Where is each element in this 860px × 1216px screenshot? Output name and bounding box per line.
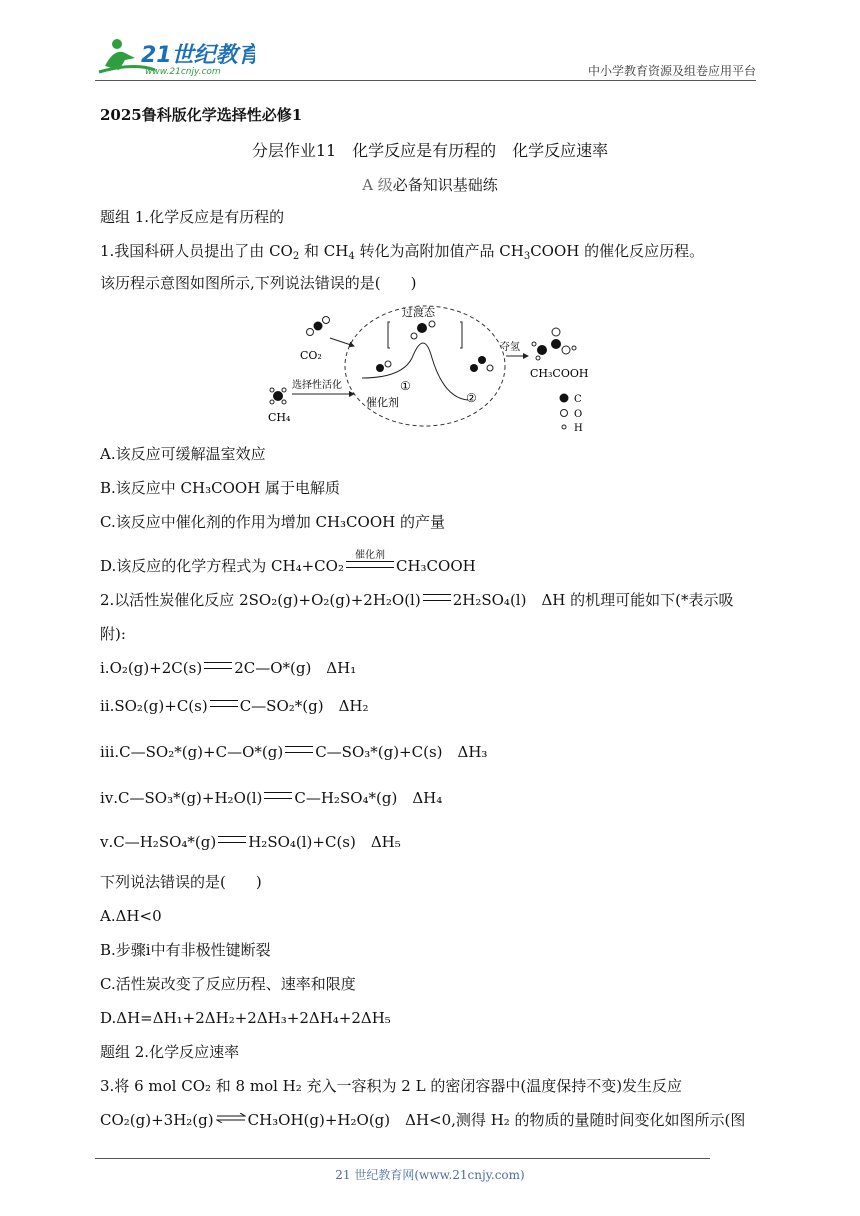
q2-stem-line2: 附): xyxy=(100,625,126,643)
q1-option-a[interactable]: A.该反应可缓解温室效应 xyxy=(100,445,266,463)
q3-part: CH₃OH(g)+H₂O(g) ΔH<0,测得 H₂ 的物质的量随时间变化如图所示(图 xyxy=(247,1111,746,1129)
ch4-molecule xyxy=(270,388,286,404)
step-part: C—H₂SO₄*(g) ΔH₄ xyxy=(294,789,443,807)
q2-step-i xyxy=(100,658,356,678)
q3-stem: 3.将 6 mol CO₂ 和 8 mol H₂ 充入一容积为 2 L 的密闭容器中(温度保持不变)发生反应 xyxy=(100,1077,683,1095)
co2-molecule xyxy=(307,317,330,336)
q1-option-d[interactable] xyxy=(100,550,476,576)
equals-sign xyxy=(204,662,232,669)
level-label: A 级 xyxy=(362,176,393,194)
q2-question: 下列说法错误的是( ) xyxy=(100,873,262,891)
acetic-acid-molecule xyxy=(532,328,576,360)
legend-o: O xyxy=(574,409,583,420)
q1-stem-part: COOH 的催化反应历程。 xyxy=(530,242,705,260)
group1-heading: 题组 1.化学反应是有历程的 xyxy=(100,208,285,226)
step2-label: ② xyxy=(466,391,477,405)
ch4-label: CH₄ xyxy=(268,411,291,424)
transition-label: 过渡态 xyxy=(402,306,435,319)
q3-stem-line2 xyxy=(100,1110,745,1130)
q1-stem-part: 1.我国科研人员提出了由 CO xyxy=(100,242,293,260)
footer-divider xyxy=(95,1158,710,1159)
header-divider xyxy=(95,80,756,81)
site-logo xyxy=(95,36,255,80)
equals-sign xyxy=(423,594,451,601)
q1-optd-part: CH₃COOH xyxy=(395,557,476,575)
step-part: H₂SO₄(l)+C(s) ΔH₅ xyxy=(248,833,401,851)
doc-title: 2025鲁科版化学选择性必修1 xyxy=(100,106,303,124)
svg-text:21世纪教育: 21世纪教育 xyxy=(141,43,255,68)
equals-sign xyxy=(285,746,313,753)
q2-step-ii xyxy=(100,696,369,716)
q2-option-c[interactable]: C.活性炭改变了反应历程、速率和限度 xyxy=(100,975,356,993)
equals-sign xyxy=(210,700,238,707)
reaction-mechanism-figure xyxy=(262,298,602,438)
footer-text[interactable]: 21 世纪教育网(www.21cnjy.com) xyxy=(335,1168,525,1182)
step-part: ⅰ.O₂(g)+2C(s) xyxy=(100,659,203,677)
equals-sign xyxy=(264,792,292,799)
legend-h: H xyxy=(574,423,583,434)
step-part: ⅳ.C—SO₃*(g)+H₂O(l) xyxy=(100,789,263,807)
catalyst-label: 催化剂 xyxy=(366,396,399,409)
q2-step-iv xyxy=(100,788,442,808)
q2-step-iii xyxy=(100,742,487,762)
step-part: ⅲ.C—SO₂*(g)+C—O*(g) xyxy=(100,743,284,761)
doc-subtitle: 分层作业11 化学反应是有历程的 化学反应速率 xyxy=(251,141,609,160)
level-heading xyxy=(0,175,860,195)
catalyst-equals-sign xyxy=(346,550,394,568)
step-part: C—SO₂*(g) ΔH₂ xyxy=(239,697,369,715)
product-label: CH₃COOH xyxy=(530,367,589,380)
q1-option-c[interactable]: C.该反应中催化剂的作用为增加 CH₃COOH 的产量 xyxy=(100,513,445,531)
q3-part: CO₂(g)+3H₂(g) xyxy=(100,1111,214,1129)
q1-stem-part: 和 CH xyxy=(299,242,349,260)
level-title: 必备知识基础练 xyxy=(392,176,498,194)
q1-stem-part: 转化为高附加值产品 CH xyxy=(354,242,524,260)
header-tagline: 中小学教育资源及组卷应用平台 xyxy=(587,64,756,78)
q2-option-a[interactable]: A.ΔH<0 xyxy=(100,907,162,925)
q2-stem xyxy=(100,590,733,610)
q1-stem: 1.我国科研人员提出了由 $CO_2$ 和 $CH_4$ 转化为高附加值产品 $CH_3COOH$ 的催化反应历程。 xyxy=(100,242,705,262)
q2-stem-part: 2.以活性炭催化反应 2SO₂(g)+O₂(g)+2H₂O(l) xyxy=(100,591,421,609)
q2-option-b[interactable]: B.步骤ⅰ中有非极性键断裂 xyxy=(100,941,271,959)
take-h-label: 夺氢 xyxy=(500,342,520,353)
step-part: C—SO₃*(g)+C(s) ΔH₃ xyxy=(315,743,488,761)
step-part: ⅴ.C—H₂SO₄*(g) xyxy=(100,833,217,851)
q2-stem-part: 2H₂SO₄(l) ΔH 的机理可能如下(*表示吸 xyxy=(452,591,734,609)
catalyst-condition: 催化剂 xyxy=(354,550,385,561)
q2-option-d[interactable]: D.ΔH=ΔH₁+2ΔH₂+2ΔH₃+2ΔH₄+2ΔH₅ xyxy=(100,1009,391,1027)
activation-label: 选择性活化 xyxy=(292,380,342,391)
svg-text:www.21cnjy.com: www.21cnjy.com xyxy=(145,67,221,77)
q1-stem-line2: 该历程示意图如图所示,下列说法错误的是( ) xyxy=(100,274,417,292)
q1-optd-part: D.该反应的化学方程式为 CH₄+CO₂ xyxy=(100,557,344,575)
step1-label: ① xyxy=(400,379,411,393)
co2-label: CO₂ xyxy=(300,349,322,362)
q2-step-v xyxy=(100,832,401,852)
step-part: ⅱ.SO₂(g)+C(s) xyxy=(100,697,208,715)
reversible-arrow-icon xyxy=(216,1113,246,1123)
q1-option-b[interactable]: B.该反应中 CH₃COOH 属于电解质 xyxy=(100,479,341,497)
step-part: 2C—O*(g) ΔH₁ xyxy=(234,659,357,677)
equals-sign xyxy=(218,836,246,843)
group2-heading: 题组 2.化学反应速率 xyxy=(100,1043,240,1061)
legend-c: C xyxy=(574,394,582,405)
